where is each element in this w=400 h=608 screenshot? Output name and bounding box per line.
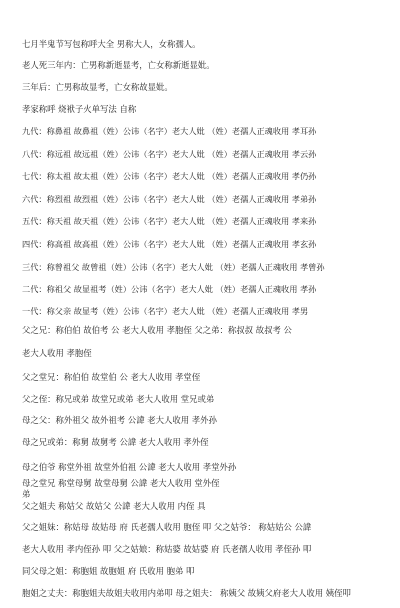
doc-line-sister-husband: 胞姐之丈夫：称胞姐夫故姐夫收用内弟叩 母之姐夫： 称姨父 故姨父府老大人收用 姨侄叩 xyxy=(22,588,351,598)
doc-line-gen-4: 四代：称高祖 故高祖（姓）公讳（名字）老大人妣 （姓）老孺人正魂收用 孝玄孙 xyxy=(22,239,317,249)
doc-line-gen-7: 七代：称太祖 故太祖（姓）公讳（名字）老大人妣 （姓）老孺人正魂收用 孝仍孙 xyxy=(22,171,317,181)
doc-line-mother-father: 母之父：称外祖父 故外祖考 公諱 老大人收用 孝外孙 xyxy=(22,415,217,425)
doc-line-gen-9: 九代：称鼻祖 故鼻祖（姓）公讳（名字）老大人妣 （姓）老孺人正魂收用 孝耳孙 xyxy=(22,126,317,136)
doc-title: 七月半鬼节写包称呼大全 男称大人，女称孺人。 xyxy=(22,39,201,49)
doc-table-header: 孝家称呼 烧袱子火单写法 自称 xyxy=(22,104,137,114)
doc-line-gen-8: 八代：称远祖 故远祖（姓）公讳（名字）老大人妣 （姓）老孺人正魂收用 孝云孙 xyxy=(22,149,317,159)
doc-line-mother-brother: 母之兄或弟：称舅 故舅考 公諱 老大人收用 孝外侄 xyxy=(22,437,209,447)
doc-line-mother-uncle: 母之伯爷 称堂外祖 故堂外伯祖 公諱 老大人收用 孝堂外孙 xyxy=(22,462,237,472)
doc-line-gen-2: 二代：称祖父 故显祖考（姓）公讳（名字）老大人妣 （姓）老孺人正魂收用 孝孙 xyxy=(22,284,317,294)
doc-line-father-nephew: 父之侄：称兄或弟 故堂兄或弟 老大人收用 堂兄或弟 xyxy=(22,394,215,404)
doc-line-father-brothers: 父之兄：称伯伯 故伯考 公 老大人收用 孝胞侄 父之弟：称叔叔 故叔考 公 xyxy=(22,325,292,335)
doc-line-mother-cousin: 母之堂兄 称堂母舅 故堂母舅 公諱 老大人收用 堂外侄 xyxy=(22,478,220,488)
doc-line-gen-5: 五代：称天祖 故天祖（姓）公讳（名字）老大人妣 （姓）老孺人正魂收用 孝来孙 xyxy=(22,216,317,226)
doc-line-father-cousin: 父之堂兄：称伯伯 故堂伯 公 老大人收用 孝堂侄 xyxy=(22,372,201,382)
doc-line-father-sisters-cont: 老大人收用 孝内侄孙 叩 父之姑娘：称姑婆 故姑婆 府 氏老孺人收用 孝侄孙 叩 xyxy=(22,544,312,554)
doc-line-elder-sister: 同父母之姐：称胞姐 故胞姐 府 氏收用 胞弟 叩 xyxy=(22,566,195,576)
doc-line-father-brother-in-law: 父之姐夫 称姑父 故姑父 公諱 老大人收用 内侄 具 xyxy=(22,501,206,511)
doc-line-after-3y: 三年后：亡男称故显考，亡女称故显妣。 xyxy=(22,82,173,92)
doc-line-father-brothers-cont: 老大人收用 孝胞侄 xyxy=(22,348,92,358)
doc-line-mother-cousin-cont: 弟 xyxy=(22,489,31,499)
doc-line-gen-3: 三代：称曾祖父 故曾祖（姓）公讳（名字）老大人妣 （姓）老孺人正魂收用 孝曾孙 xyxy=(22,262,325,272)
doc-line-gen-6: 六代：称烈祖 故烈祖（姓）公讳（名字）老大人妣 （姓）老孺人正魂收用 孝弟孙 xyxy=(22,194,317,204)
doc-line-gen-1: 一代：称父亲 故显考（姓）公讳（名字）老大人妣 （姓）老孺人正魂收用 孝男 xyxy=(22,306,309,316)
doc-line-father-sisters: 父之姐妹：称姑母 故姑母 府 氏老孺人收用 胞侄 叩 父之姑爷： 称姑姑公 公諱 xyxy=(22,522,312,532)
doc-line-within-3y: 老人死三年内：亡男称新逝显考，亡女称新逝显妣。 xyxy=(22,60,215,70)
